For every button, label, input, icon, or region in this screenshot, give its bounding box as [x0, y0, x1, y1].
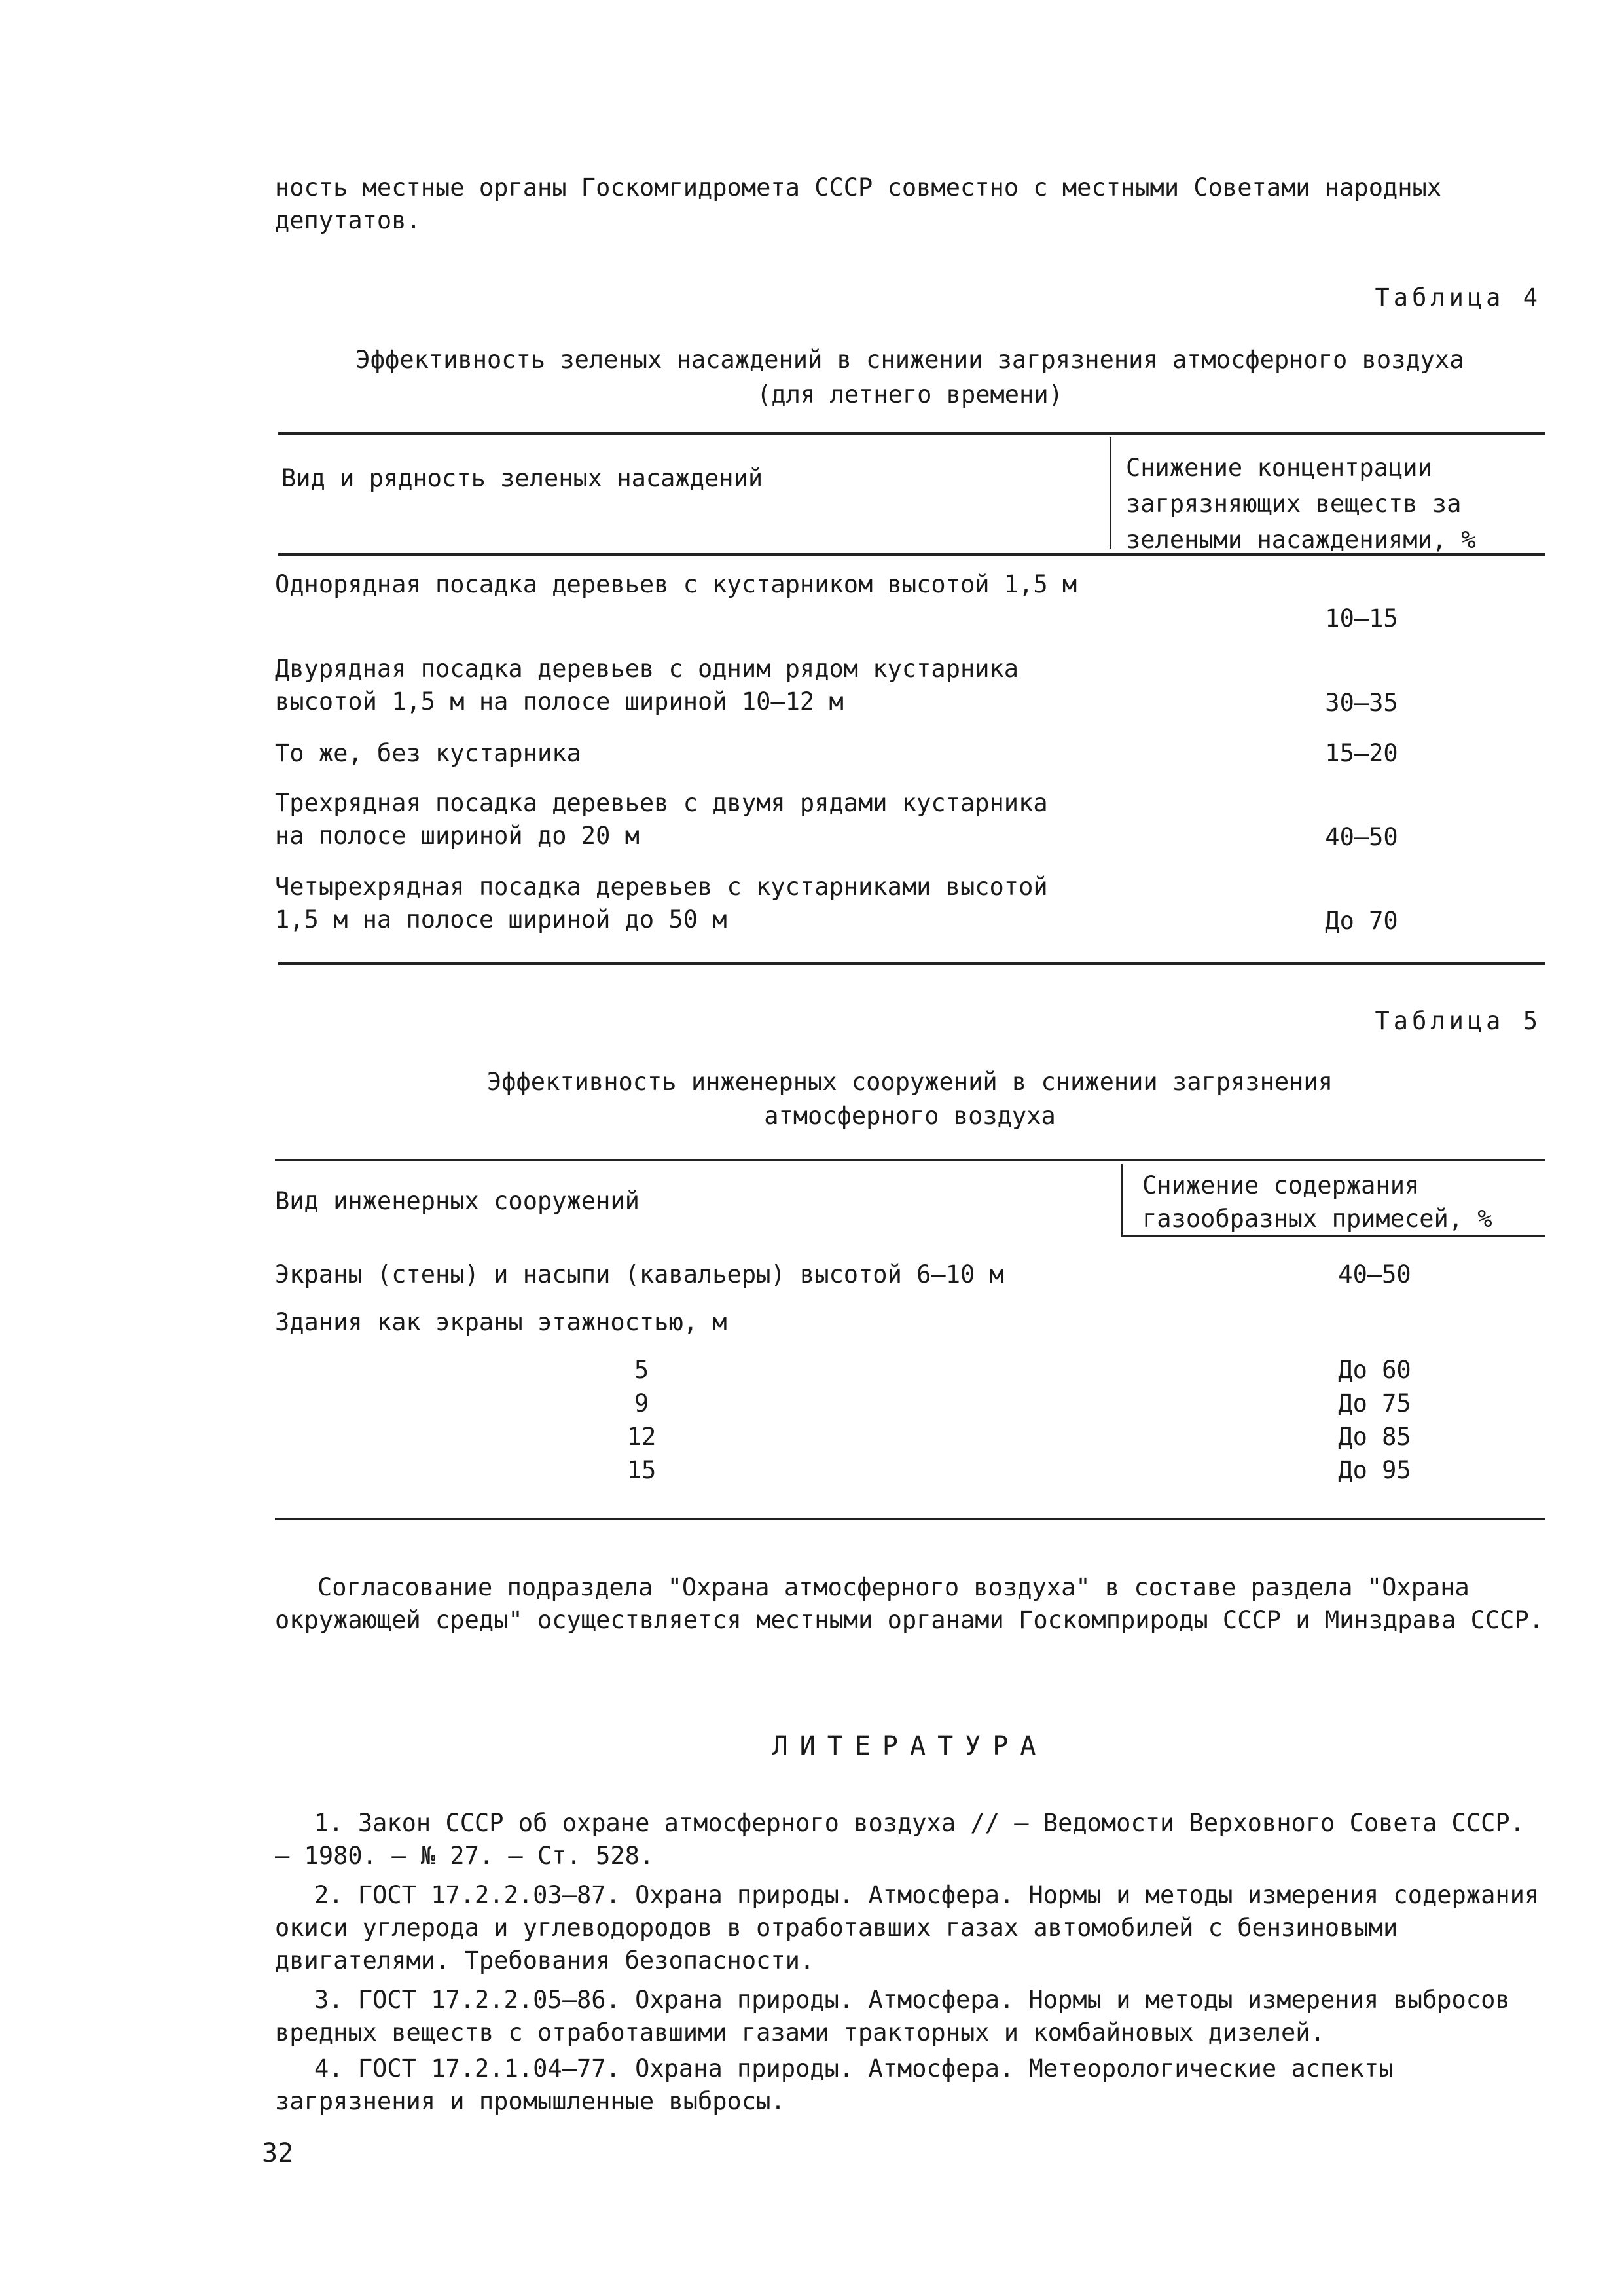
literature-ref: 2. ГОСТ 17.2.2.03–87. Охрана природы. Атмосфера. Нормы и методы измерения содержания окиси углерода и углеводородов в отработавших газах автомобилей с бензиновыми двигателями. Требования безопасности. [275, 1881, 1540, 1975]
table4-row-type: Четырехрядная посадка деревьев с кустарниками высотой 1,5 м на полосе шириной до 50 м [275, 873, 1048, 934]
table5-bottom-rule [275, 1518, 1545, 1520]
intro-paragraph: ность местные органы Госкомгидромета СССР совместно с местными Советами народных депутатов. [275, 173, 1442, 234]
literature-ref: 1. Закон СССР об охране атмосферного воздуха // – Ведомости Верховного Совета СССР. – 1980. – № 27. – Ст. 528. [275, 1809, 1525, 1870]
table4-title-line2: (для летнего времени) [757, 380, 1063, 409]
table4-title-line1: Эффективность зеленых насаждений в снижении загрязнения атмосферного воздуха [355, 346, 1464, 374]
table5-row-value: До 85 [1338, 1423, 1411, 1451]
page-number: 32 [262, 2138, 294, 2168]
table4-bottom-rule [278, 962, 1545, 965]
table5-col1-header: Вид инженерных сооружений [275, 1187, 640, 1215]
table5-column-divider [1121, 1164, 1123, 1235]
table4-row-type: То же, без кустарника [275, 739, 581, 767]
table5-row-value: 40–50 [1338, 1260, 1411, 1288]
table5-top-rule [275, 1159, 1545, 1161]
table5-row-value: До 95 [1338, 1456, 1411, 1484]
table5-row-type: Экраны (стены) и насыпи (кавальеры) высотой 6–10 м [275, 1260, 1004, 1288]
table4-label: Таблица 4 [1375, 283, 1542, 312]
table4-row-value: 40–50 [1325, 823, 1398, 851]
table4-header-rule [278, 553, 1545, 556]
table5-header-rule [1121, 1235, 1545, 1237]
table5-title-line2: атмосферного воздуха [764, 1102, 1056, 1130]
agreement-paragraph: Согласование подраздела "Охрана атмосферного воздуха" в составе раздела "Охрана окружающей среды" осуществляется местными органами Госкомприроды СССР и Минздрава СССР. [275, 1573, 1544, 1634]
literature-heading: ЛИТЕРАТУРА [772, 1731, 1048, 1761]
table4-row-value: 15–20 [1325, 739, 1398, 767]
floors-value: 5 [634, 1356, 649, 1384]
table4-row-type: Двурядная посадка деревьев с одним рядом кустарника высотой 1,5 м на полосе шириной 10–12 м [275, 655, 1019, 716]
table5-title-line1: Эффективность инженерных сооружений в снижении загрязнения [486, 1068, 1333, 1096]
table4-top-rule [278, 432, 1545, 435]
table5-label: Таблица 5 [1375, 1007, 1542, 1035]
table5-row-value: До 60 [1338, 1356, 1411, 1384]
floors-value: 12 [626, 1423, 657, 1451]
table4-col1-header: Вид и рядность зеленых насаждений [281, 464, 763, 492]
table4-row-value: 10–15 [1325, 604, 1398, 632]
literature-ref: 4. ГОСТ 17.2.1.04–77. Охрана природы. Атмосфера. Метеорологические аспекты загрязнения и промышленные выбросы. [275, 2054, 1394, 2115]
table4-row-value: 30–35 [1325, 689, 1398, 717]
literature-ref: 3. ГОСТ 17.2.2.05–86. Охрана природы. Атмосфера. Нормы и методы измерения выбросов вредных веществ с отработавшими газами тракторных и комбайновых дизелей. [275, 1986, 1510, 2047]
floors-value: 9 [634, 1389, 649, 1417]
table4-row-type: Трехрядная посадка деревьев с двумя рядами кустарника на полосе шириной до 20 м [275, 789, 1048, 850]
table5-row-value: До 75 [1338, 1389, 1411, 1417]
table4-col2-header: Снижение концентрации загрязняющих веществ за зелеными насаждениями, % [1126, 454, 1476, 554]
table4-row-value: До 70 [1325, 907, 1398, 935]
table4-row-type: Однорядная посадка деревьев с кустарником высотой 1,5 м [275, 570, 1077, 598]
floors-value: 15 [626, 1456, 657, 1484]
table5-col2-header: Снижение содержания газообразных примесей, % [1142, 1171, 1492, 1233]
table4-column-divider [1110, 437, 1111, 549]
table5-row2-label: Здания как экраны этажностью, м [275, 1308, 727, 1336]
